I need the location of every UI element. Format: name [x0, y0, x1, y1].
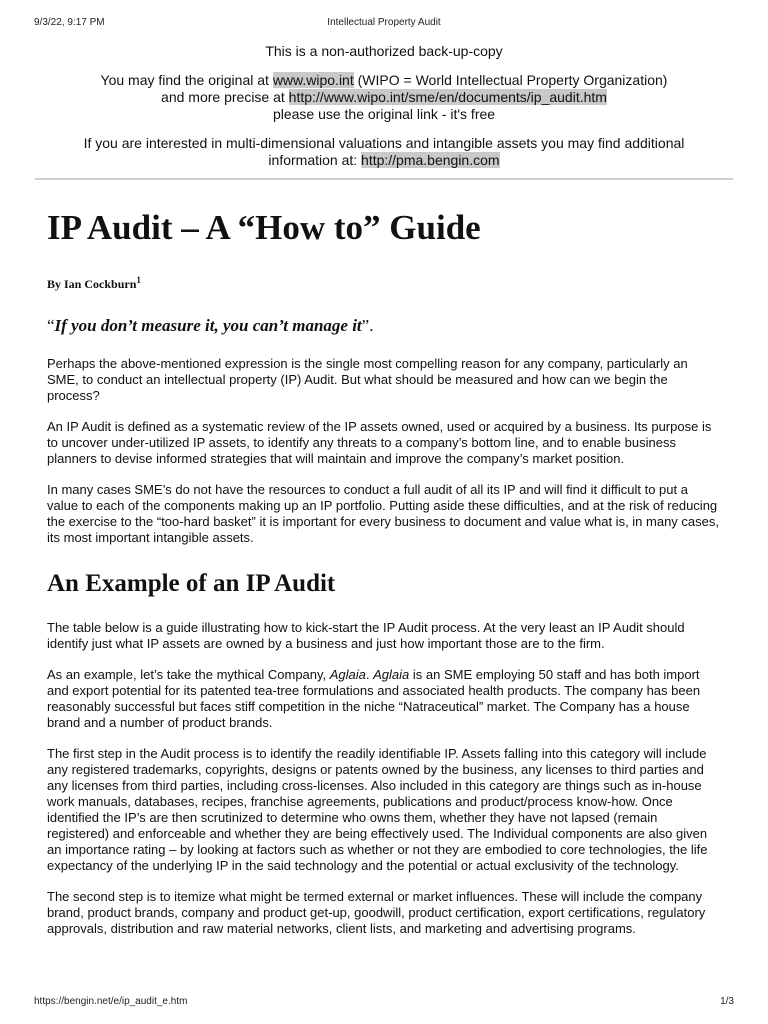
print-datetime: 9/3/22, 9:17 PM [34, 17, 105, 28]
footnote-ref[interactable]: 1 [136, 275, 141, 285]
print-header [34, 17, 734, 31]
copy-notice [47, 43, 721, 169]
paragraph-6: The first step in the Audit process is to identify the readily identifiable IP. Assets falling into this category will include any registered trademarks, copyrights, designs or patents owned by the business, any licenses to third parties and any licenses from third parties, including cross-licenses. Also included in this category are things such as in-house work manuals, databases, recipes, franchise agreements, publications and product/process know-how. Once identified the IP’s are then scrutinized to determine who owns them, whether they have not lapsed (remain registered) and enforceable and whether they are being effectively used. The Individual components are also given an importance rating – by looking at factors such as whether or not they are embodied to core technologies, the life expectancy of the underlying IP in the said technology and the potential or actual exclusivity of the technology. [47, 746, 708, 873]
paragraph-7: The second step is to itemize what might be termed external or market influences. These will include the company brand, product brands, company and product get-up, goodwill, product certification, export certifications, regulatory approvals, distribution and raw material networks, client lists, and marketing and advertising programs. [47, 889, 706, 936]
opening-quote: “If you don’t measure it, you can’t manage it”. [47, 316, 374, 335]
print-page-title: Intellectual Property Audit [327, 17, 441, 28]
page-content [47, 43, 721, 952]
notice-line-5: If you are interested in multi-dimensional valuations and intangible assets you may find additional [83, 135, 685, 151]
bengin-link[interactable]: http://pma.bengin.com [361, 152, 500, 168]
notice-line-3: and more precise at http://www.wipo.int/sme/en/documents/ip_audit.htm [161, 89, 607, 105]
paragraph-5: As an example, let’s take the mythical Company, Aglaia. Aglaia is an SME employing 50 staff and has both import and export potential for its patented tea-tree formulations and associated health products. The company has been reasonably successful but faces stiff competition in the niche “Natraceutical” market. The Company has a house brand and a number of product brands. [47, 667, 701, 730]
section-heading: An Example of an IP Audit [47, 570, 336, 597]
notice-divider [35, 178, 733, 180]
notice-line-4: please use the original link - it's free [272, 106, 496, 122]
notice-line-6: information at: http://pma.bengin.com [268, 152, 500, 168]
paragraph-4: The table below is a guide illustrating how to kick-start the IP Audit process. At the very least an IP Audit should identify just what IP assets are owned by a business and just how important those are to the firm. [47, 620, 685, 651]
paragraph-3: In many cases SME’s do not have the resources to conduct a full audit of all its IP and will find it difficult to put a value to each of the components making up an IP portfolio. Putting aside these difficulties, and at the risk of reducing the exercise to the “too-hard basket” it is important for every business to document and value what is, in many cases, its most important intangible assets. [47, 482, 719, 545]
byline: By Ian Cockburn$^1$ [47, 275, 141, 291]
paragraph-2: An IP Audit is defined as a systematic review of the IP assets owned, used or acquired by a business. Its purpose is to uncover under-utilized IP assets, to identify any threats to a company’s bottom line, and to enable business planners to devise informed strategies that will maintain and improve the company’s market position. [47, 419, 712, 466]
wipo-link[interactable]: www.wipo.int [272, 72, 354, 88]
wipo-audit-link[interactable]: http://www.wipo.int/sme/en/documents/ip_audit.htm [288, 89, 607, 105]
print-url: https://bengin.net/e/ip_audit_e.htm [34, 996, 188, 1007]
paragraph-1: Perhaps the above-mentioned expression is the single most compelling reason for any company, particularly an SME, to conduct an intellectual property (IP) Audit. But what should be measured and how can we begin the process? [47, 356, 688, 403]
print-footer [34, 996, 734, 1010]
notice-line-1: This is a non-authorized back-up-copy [265, 43, 503, 59]
notice-line-2: You may find the original at www.wipo.int (WIPO = World Intellectual Property Organization) [100, 72, 668, 88]
document-title: IP Audit – A “How to” Guide [47, 208, 481, 247]
article-body [47, 356, 721, 937]
page-number: 1/3 [720, 996, 734, 1007]
